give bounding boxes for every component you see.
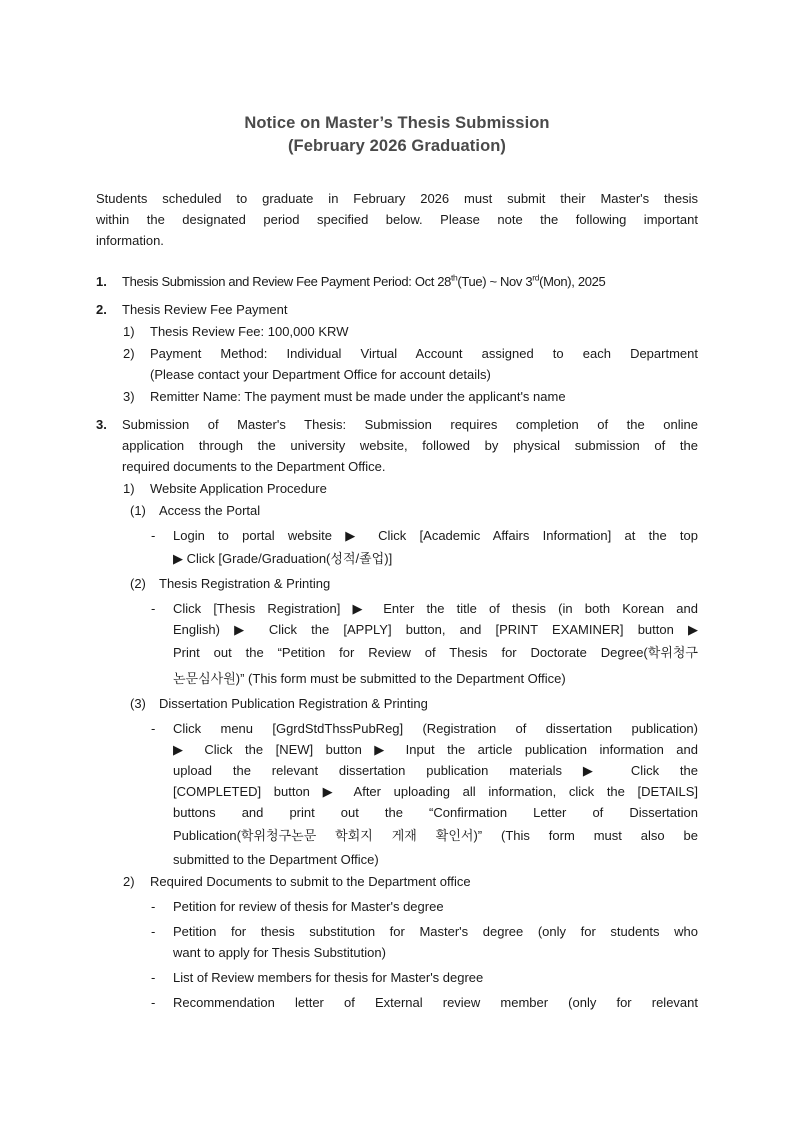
item-2-3-remitter-name bbox=[96, 386, 698, 407]
text-line bbox=[173, 823, 698, 849]
list-marker: 1) bbox=[123, 481, 135, 496]
text-segment: Website Application Procedure bbox=[150, 481, 327, 496]
list-marker: 3. bbox=[96, 417, 107, 432]
text-segment: Print out the “Petition for Review of Thesis for Doctorate Degree(학위청구 bbox=[173, 645, 698, 660]
bullet-access-portal-steps bbox=[96, 525, 698, 572]
text-line bbox=[122, 435, 698, 456]
item-2-2-payment-method bbox=[96, 343, 698, 385]
text-segment: Petition for thesis substitution for Master's degree (only for students who bbox=[173, 924, 698, 939]
text-line bbox=[173, 739, 698, 760]
text-segment: buttons and print out the “Confirmation Letter of Dissertation bbox=[173, 805, 698, 820]
text-segment: 논문심사원)” (This form must be submitted to the Department Office) bbox=[173, 671, 566, 686]
text-line bbox=[96, 188, 698, 209]
text-line bbox=[96, 209, 698, 230]
list-marker: 3) bbox=[123, 389, 135, 404]
page-title-line2: (February 2026 Graduation) bbox=[287, 137, 507, 155]
item-3-2-required-documents bbox=[96, 871, 698, 892]
text-segment: List of Review members for thesis for Master's degree bbox=[173, 970, 484, 985]
text-line bbox=[173, 921, 698, 942]
text-line bbox=[150, 871, 698, 892]
text-segment: Payment Method: Individual Virtual Account assigned to each Department bbox=[150, 346, 698, 361]
text-segment: Submission of Master's Thesis: Submission requires completion of the online bbox=[122, 417, 698, 432]
list-marker: - bbox=[151, 721, 156, 736]
text-segment: information. bbox=[96, 233, 164, 248]
bullet-thesis-registration-steps bbox=[96, 598, 698, 692]
text-line bbox=[122, 271, 698, 292]
text-line bbox=[173, 896, 698, 917]
text-segment: upload the relevant dissertation publication materials ▶ Click the bbox=[173, 763, 698, 778]
text-segment: Thesis Submission and Review Fee Payment Period: Oct 28 bbox=[122, 274, 452, 289]
text-segment: submitted to the Department Office) bbox=[173, 852, 379, 867]
text-line bbox=[150, 343, 698, 364]
text-segment: within the designated period specified below. Please note the following important bbox=[96, 212, 698, 227]
item-3-1-1-access-portal bbox=[96, 500, 698, 521]
text-line bbox=[173, 666, 698, 692]
text-segment: Remitter Name: The payment must be made under the applicant's name bbox=[150, 389, 566, 404]
page-title-line1: Notice on Master’s Thesis Submission bbox=[244, 114, 550, 132]
text-segment: Login to portal website ▶ Click [Academic Affairs Information] at the top bbox=[173, 528, 698, 543]
text-segment: (Mon), 2025 bbox=[539, 274, 606, 289]
intro-paragraph bbox=[96, 188, 698, 251]
text-line bbox=[173, 718, 698, 739]
text-line bbox=[150, 478, 698, 499]
text-line bbox=[159, 500, 698, 521]
superscript-text: th bbox=[451, 272, 458, 283]
bullet-recommendation-letter bbox=[96, 992, 698, 1013]
text-line bbox=[159, 693, 698, 714]
item-2-1-fee bbox=[96, 321, 698, 342]
text-line bbox=[96, 230, 698, 251]
text-segment: Required Documents to submit to the Department office bbox=[150, 874, 471, 889]
text-segment: Students scheduled to graduate in February 2026 must submit their Master's thesis bbox=[96, 191, 698, 206]
text-line bbox=[150, 321, 698, 342]
list-marker: 1) bbox=[123, 324, 135, 339]
text-line bbox=[173, 598, 698, 619]
text-line bbox=[173, 781, 698, 802]
text-line bbox=[173, 942, 698, 963]
page-title bbox=[96, 112, 698, 158]
item-3-1-2-thesis-registration bbox=[96, 573, 698, 594]
item-3-submission-of-thesis bbox=[96, 414, 698, 477]
text-segment: (Tue) ~ Nov 3 bbox=[457, 274, 533, 289]
text-line bbox=[122, 456, 698, 477]
text-segment: [COMPLETED] button ▶ After uploading all information, click the [DETAILS] bbox=[173, 784, 698, 799]
text-segment: Click menu [GgrdStdThssPubReg] (Registration of dissertation publication) bbox=[173, 721, 698, 736]
item-3-1-3-dissertation-publication bbox=[96, 693, 698, 714]
text-segment: English) ▶ Click the [APPLY] button, and [PRINT EXAMINER] button ▶ bbox=[173, 622, 698, 637]
list-marker: 2) bbox=[123, 346, 135, 361]
text-line bbox=[122, 299, 698, 320]
list-marker: - bbox=[151, 601, 156, 616]
text-segment: Click [Thesis Registration] ▶ Enter the title of thesis (in both Korean and bbox=[173, 601, 698, 616]
text-segment: Recommendation letter of External review member (only for relevant bbox=[173, 995, 698, 1010]
text-segment: (Please contact your Department Office for account details) bbox=[150, 367, 491, 382]
text-line bbox=[122, 414, 698, 435]
list-marker: 2) bbox=[123, 874, 135, 889]
text-line bbox=[173, 967, 698, 988]
text-segment: want to apply for Thesis Substitution) bbox=[173, 945, 386, 960]
text-line bbox=[173, 849, 698, 870]
text-line bbox=[173, 640, 698, 666]
bullet-petition-review bbox=[96, 896, 698, 917]
document-body bbox=[96, 188, 698, 1013]
list-marker: (3) bbox=[130, 696, 146, 711]
text-line bbox=[173, 525, 698, 546]
bullet-petition-substitution bbox=[96, 921, 698, 963]
text-segment: Thesis Review Fee: 100,000 KRW bbox=[150, 324, 349, 339]
list-marker: 2. bbox=[96, 302, 107, 317]
text-line bbox=[173, 760, 698, 781]
text-line bbox=[173, 992, 698, 1013]
text-segment: Thesis Registration & Printing bbox=[159, 576, 331, 591]
text-line bbox=[150, 386, 698, 407]
item-1-submission-period bbox=[96, 271, 698, 292]
text-line bbox=[173, 546, 698, 572]
list-marker: - bbox=[151, 970, 156, 985]
superscript-text: rd bbox=[532, 272, 540, 283]
list-marker: - bbox=[151, 899, 156, 914]
text-segment: Publication(학위청구논문 학회지 게재 확인서)” (This form must also be bbox=[173, 828, 698, 843]
text-segment: application through the university website, followed by physical submission of the bbox=[122, 438, 698, 453]
list-marker: (1) bbox=[130, 503, 146, 518]
text-line bbox=[173, 802, 698, 823]
text-line bbox=[150, 364, 698, 385]
bullet-dissertation-publication-steps bbox=[96, 718, 698, 870]
text-line bbox=[173, 619, 698, 640]
bullet-list-review-members bbox=[96, 967, 698, 988]
text-segment: Dissertation Publication Registration & Printing bbox=[159, 696, 428, 711]
list-marker: - bbox=[151, 924, 156, 939]
text-segment: Petition for review of thesis for Master's degree bbox=[173, 899, 444, 914]
text-segment: required documents to the Department Office. bbox=[122, 459, 386, 474]
text-segment: ▶ Click the [NEW] button ▶ Input the article publication information and bbox=[173, 742, 698, 757]
item-2-review-fee-payment bbox=[96, 299, 698, 320]
text-segment: Thesis Review Fee Payment bbox=[122, 302, 288, 317]
list-marker: 1. bbox=[96, 274, 107, 289]
list-marker: - bbox=[151, 528, 156, 543]
item-3-1-website-procedure bbox=[96, 478, 698, 499]
list-marker: (2) bbox=[130, 576, 146, 591]
list-marker: - bbox=[151, 995, 156, 1010]
text-line bbox=[159, 573, 698, 594]
text-segment: ▶ Click [Grade/Graduation(성적/졸업)] bbox=[173, 551, 393, 566]
text-segment: Access the Portal bbox=[159, 503, 261, 518]
